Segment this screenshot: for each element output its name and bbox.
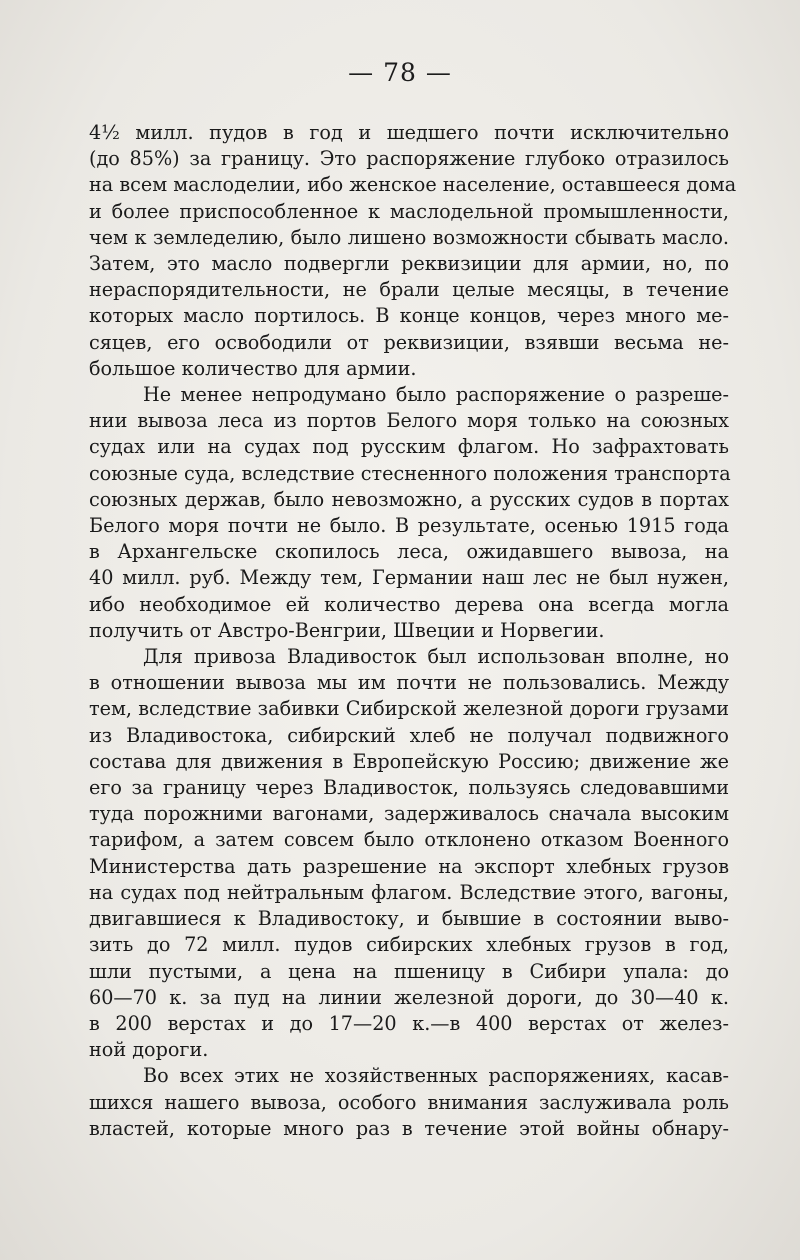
body-text: [89, 120, 737, 1142]
text-line: двигавшиеся к Владивостоку, и бывшие в состоянии выво-: [89, 907, 729, 931]
text-line: на всем маслоделии, ибо женское население, оставшееся дома: [89, 173, 737, 197]
text-line: властей, которые много раз в течение этой войны обнару-: [89, 1116, 729, 1140]
text-line: нераспорядительности, не брали целые месяцы, в течение: [89, 278, 729, 302]
text-line: тарифом, а затем совсем было отклонено отказом Военного: [89, 828, 729, 852]
text-line: шихся нашего вывоза, особого внимания заслуживала роль: [89, 1090, 729, 1114]
text-line: 40 милл. руб. Между тем, Германии наш лес не был нужен,: [89, 566, 729, 590]
text-line: судах или на судах под русским флагом. Но зафрахтовать: [89, 435, 729, 459]
text-line: состава для движения в Европейскую Россию; движение же: [89, 749, 729, 773]
text-line: в отношении вывоза мы им почти не пользовались. Между: [89, 671, 729, 695]
text-line: туда порожними вагонами, задерживалось сначала высоким: [89, 802, 729, 826]
text-line: Во всех этих не хозяйственных распоряжениях, касав-: [143, 1064, 729, 1088]
text-line: союзных держав, было невозможно, а русских судов в портах: [89, 487, 729, 511]
paragraph-timber: [89, 382, 729, 644]
text-line: шли пустыми, а цена на пшеницу в Сибири упала: до: [89, 959, 729, 983]
page-number: — 78 —: [348, 58, 452, 87]
text-line: и более приспособленное к маслодельной промышленности,: [89, 199, 729, 223]
text-line: Белого моря почти не было. В результате, осенью 1915 года: [89, 514, 729, 538]
paragraph-vladivostok: [89, 644, 729, 1063]
text-line: ибо необходимое ей количество дерева она всегда могла: [89, 592, 729, 616]
text-line: сяцев, его освободили от реквизиции, взявши весьма не-: [89, 330, 729, 354]
text-line: из Владивостока, сибирский хлеб не получал подвижного: [89, 723, 729, 747]
text-line: Затем, это масло подвергли реквизиции для армии, но, по: [89, 252, 729, 276]
text-line: тем, вследствие забивки Сибирской железной дороги грузами: [89, 697, 729, 721]
text-line: в Архангельске скопилось леса, ожидавшего вывоза, на: [89, 540, 729, 564]
text-line: (до 85%) за границу. Это распоряжение глубоко отразилось: [89, 147, 729, 171]
text-line: Министерства дать разрешение на экспорт хлебных грузов: [89, 854, 729, 878]
text-line: 4½ милл. пудов в год и шедшего почти исключительно: [89, 121, 729, 144]
text-line: 60—70 к. за пуд на линии железной дороги, до 30—40 к.: [89, 985, 729, 1009]
paragraph-authorities: [89, 1063, 729, 1142]
text-line: получить от Австро-Венгрии, Швеции и Норвегии.: [89, 618, 605, 642]
text-line: его за границу через Владивосток, пользуясь следовавшими: [89, 776, 729, 800]
text-line: большое количество для армии.: [89, 356, 417, 380]
text-line: зить до 72 милл. пудов сибирских хлебных грузов в год,: [89, 933, 729, 957]
paragraph-butter: [89, 120, 737, 382]
text-line: в 200 верстах и до 17—20 к.—в 400 верстах от желез-: [89, 1011, 729, 1035]
text-line: союзные суда, вследствие стесненного положения транспорта: [89, 461, 731, 485]
text-line: которых масло портилось. В конце концов, через много ме-: [89, 304, 729, 328]
text-line: на судах под нейтральным флагом. Вследствие этого, вагоны,: [89, 880, 729, 904]
text-line: нии вывоза леса из портов Белого моря только на союзных: [89, 409, 729, 433]
text-line: Не менее непродумано было распоряжение о разреше-: [143, 383, 729, 407]
text-line: ной дороги.: [89, 1038, 209, 1062]
text-line: Для привоза Владивосток был использован вполне, но: [143, 645, 729, 669]
text-line: чем к земледелию, было лишено возможности сбывать масло.: [89, 225, 729, 249]
